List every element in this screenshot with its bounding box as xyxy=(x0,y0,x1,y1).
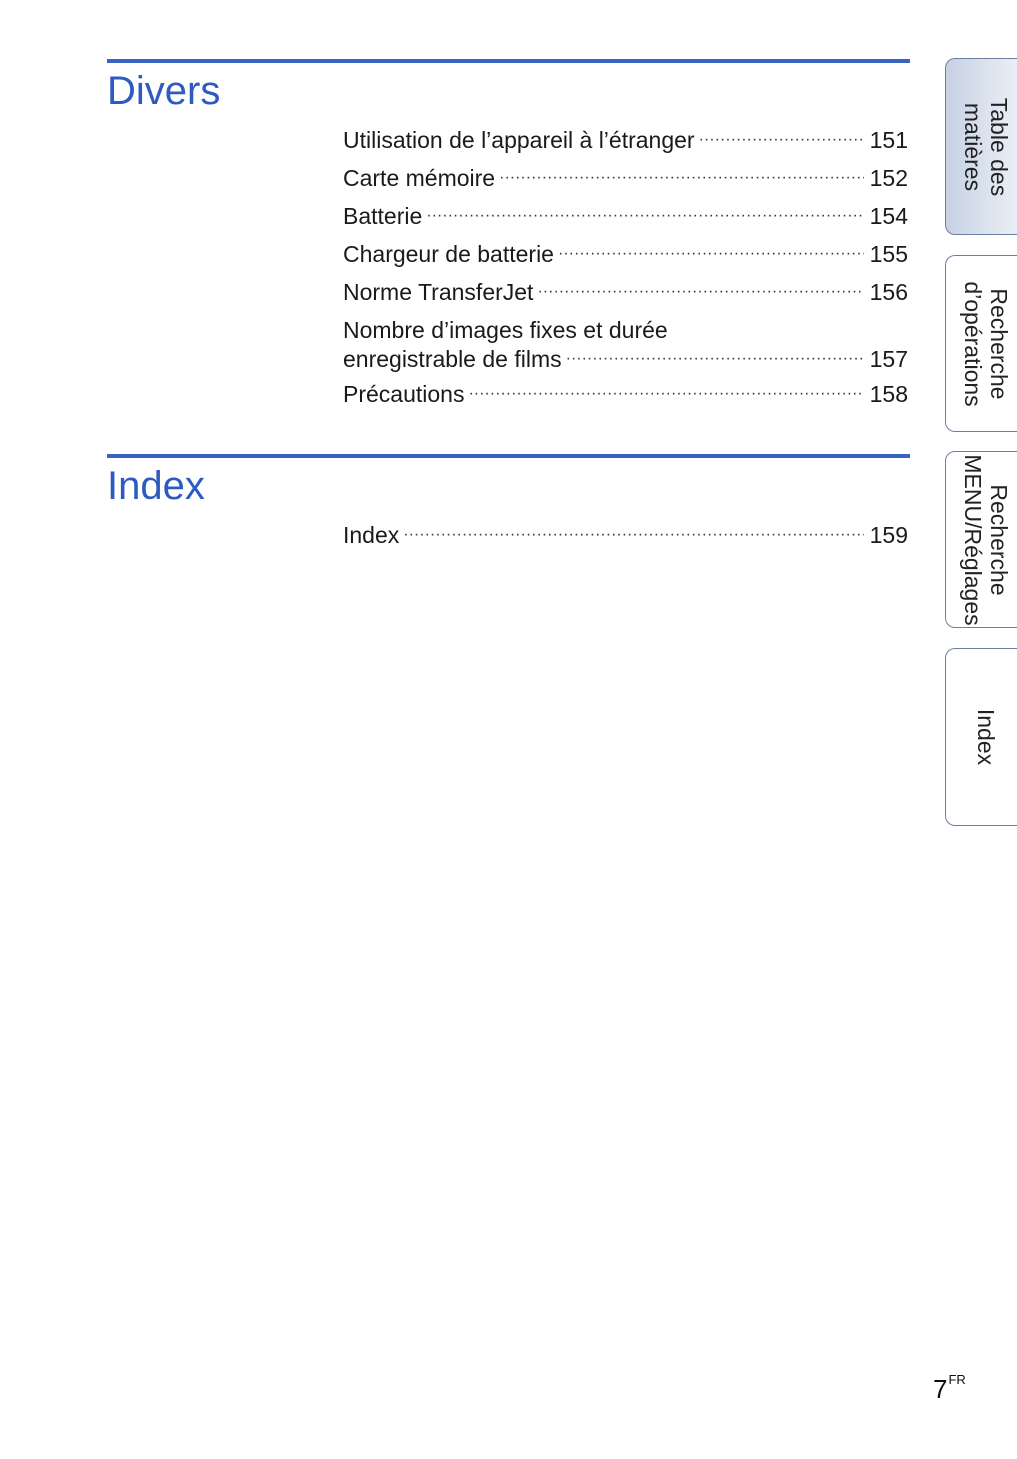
toc-page-number: 159 xyxy=(869,522,908,548)
tab-label-line2: matières xyxy=(959,102,986,191)
tab-label-line2: d’opérations xyxy=(959,280,986,407)
section-rule-divers xyxy=(107,59,910,63)
toc-entry[interactable] xyxy=(343,377,908,415)
toc-entry[interactable] xyxy=(343,275,908,313)
toc-entry-title-line1: Nombre d’images fixes et durée xyxy=(343,317,668,343)
toc-list-index xyxy=(343,518,908,556)
toc-page-number: 156 xyxy=(869,279,908,305)
tab-label xyxy=(960,97,1012,195)
page-number-value: 7 xyxy=(933,1374,948,1404)
toc-leader xyxy=(468,376,863,411)
tab-label xyxy=(973,709,999,765)
toc-entry-title: Index xyxy=(343,522,400,548)
toc-entry-title: Carte mémoire xyxy=(343,165,496,191)
toc-list-divers xyxy=(343,123,908,415)
toc-page-number: 152 xyxy=(869,165,908,191)
section-rule-index xyxy=(107,454,910,458)
tab-label xyxy=(960,281,1012,406)
tab-recherche-menu-reglages[interactable] xyxy=(945,451,1017,628)
toc-page-number: 151 xyxy=(869,127,908,153)
toc-page-number: 154 xyxy=(869,203,908,229)
tab-recherche-operations[interactable] xyxy=(945,255,1017,432)
toc-entry[interactable] xyxy=(343,313,908,377)
toc-entry-title: Norme TransferJet xyxy=(343,279,534,305)
toc-entry-title: Utilisation de l’appareil à l’étranger xyxy=(343,127,695,153)
toc-entry[interactable] xyxy=(343,161,908,199)
toc-entry[interactable] xyxy=(343,123,908,161)
page-number xyxy=(933,1374,966,1405)
toc-entry-title: Précautions xyxy=(343,381,465,407)
section-title-divers: Divers xyxy=(107,69,221,113)
tab-label-line1: Recherche xyxy=(985,287,1012,400)
tab-label-line2: MENU/Réglages xyxy=(959,453,986,626)
toc-leader xyxy=(499,160,864,195)
toc-entry-title-line2: enregistrable de films xyxy=(343,346,562,372)
tab-label-line1: Recherche xyxy=(985,483,1012,596)
toc-page-number: 157 xyxy=(869,346,908,372)
toc-leader xyxy=(403,517,863,552)
toc-entry[interactable] xyxy=(343,518,908,556)
toc-leader xyxy=(426,198,863,233)
toc-leader xyxy=(699,122,864,157)
section-title-index: Index xyxy=(107,464,205,508)
toc-leader xyxy=(566,344,864,373)
toc-entry-title: Batterie xyxy=(343,203,423,229)
toc-page-number: 155 xyxy=(869,241,908,267)
tab-index[interactable] xyxy=(945,648,1017,826)
toc-entry-title: Chargeur de batterie xyxy=(343,241,554,267)
toc-entry[interactable] xyxy=(343,237,908,275)
tab-label xyxy=(960,454,1012,625)
toc-entry[interactable] xyxy=(343,199,908,237)
toc-page-number: 158 xyxy=(869,381,908,407)
tab-label-line1: Table des xyxy=(985,97,1012,196)
page-number-suffix: FR xyxy=(948,1372,966,1388)
toc-leader xyxy=(537,274,863,309)
tab-table-des-matieres[interactable] xyxy=(945,58,1017,235)
tab-label-line1: Index xyxy=(972,708,999,766)
toc-leader xyxy=(558,236,864,271)
